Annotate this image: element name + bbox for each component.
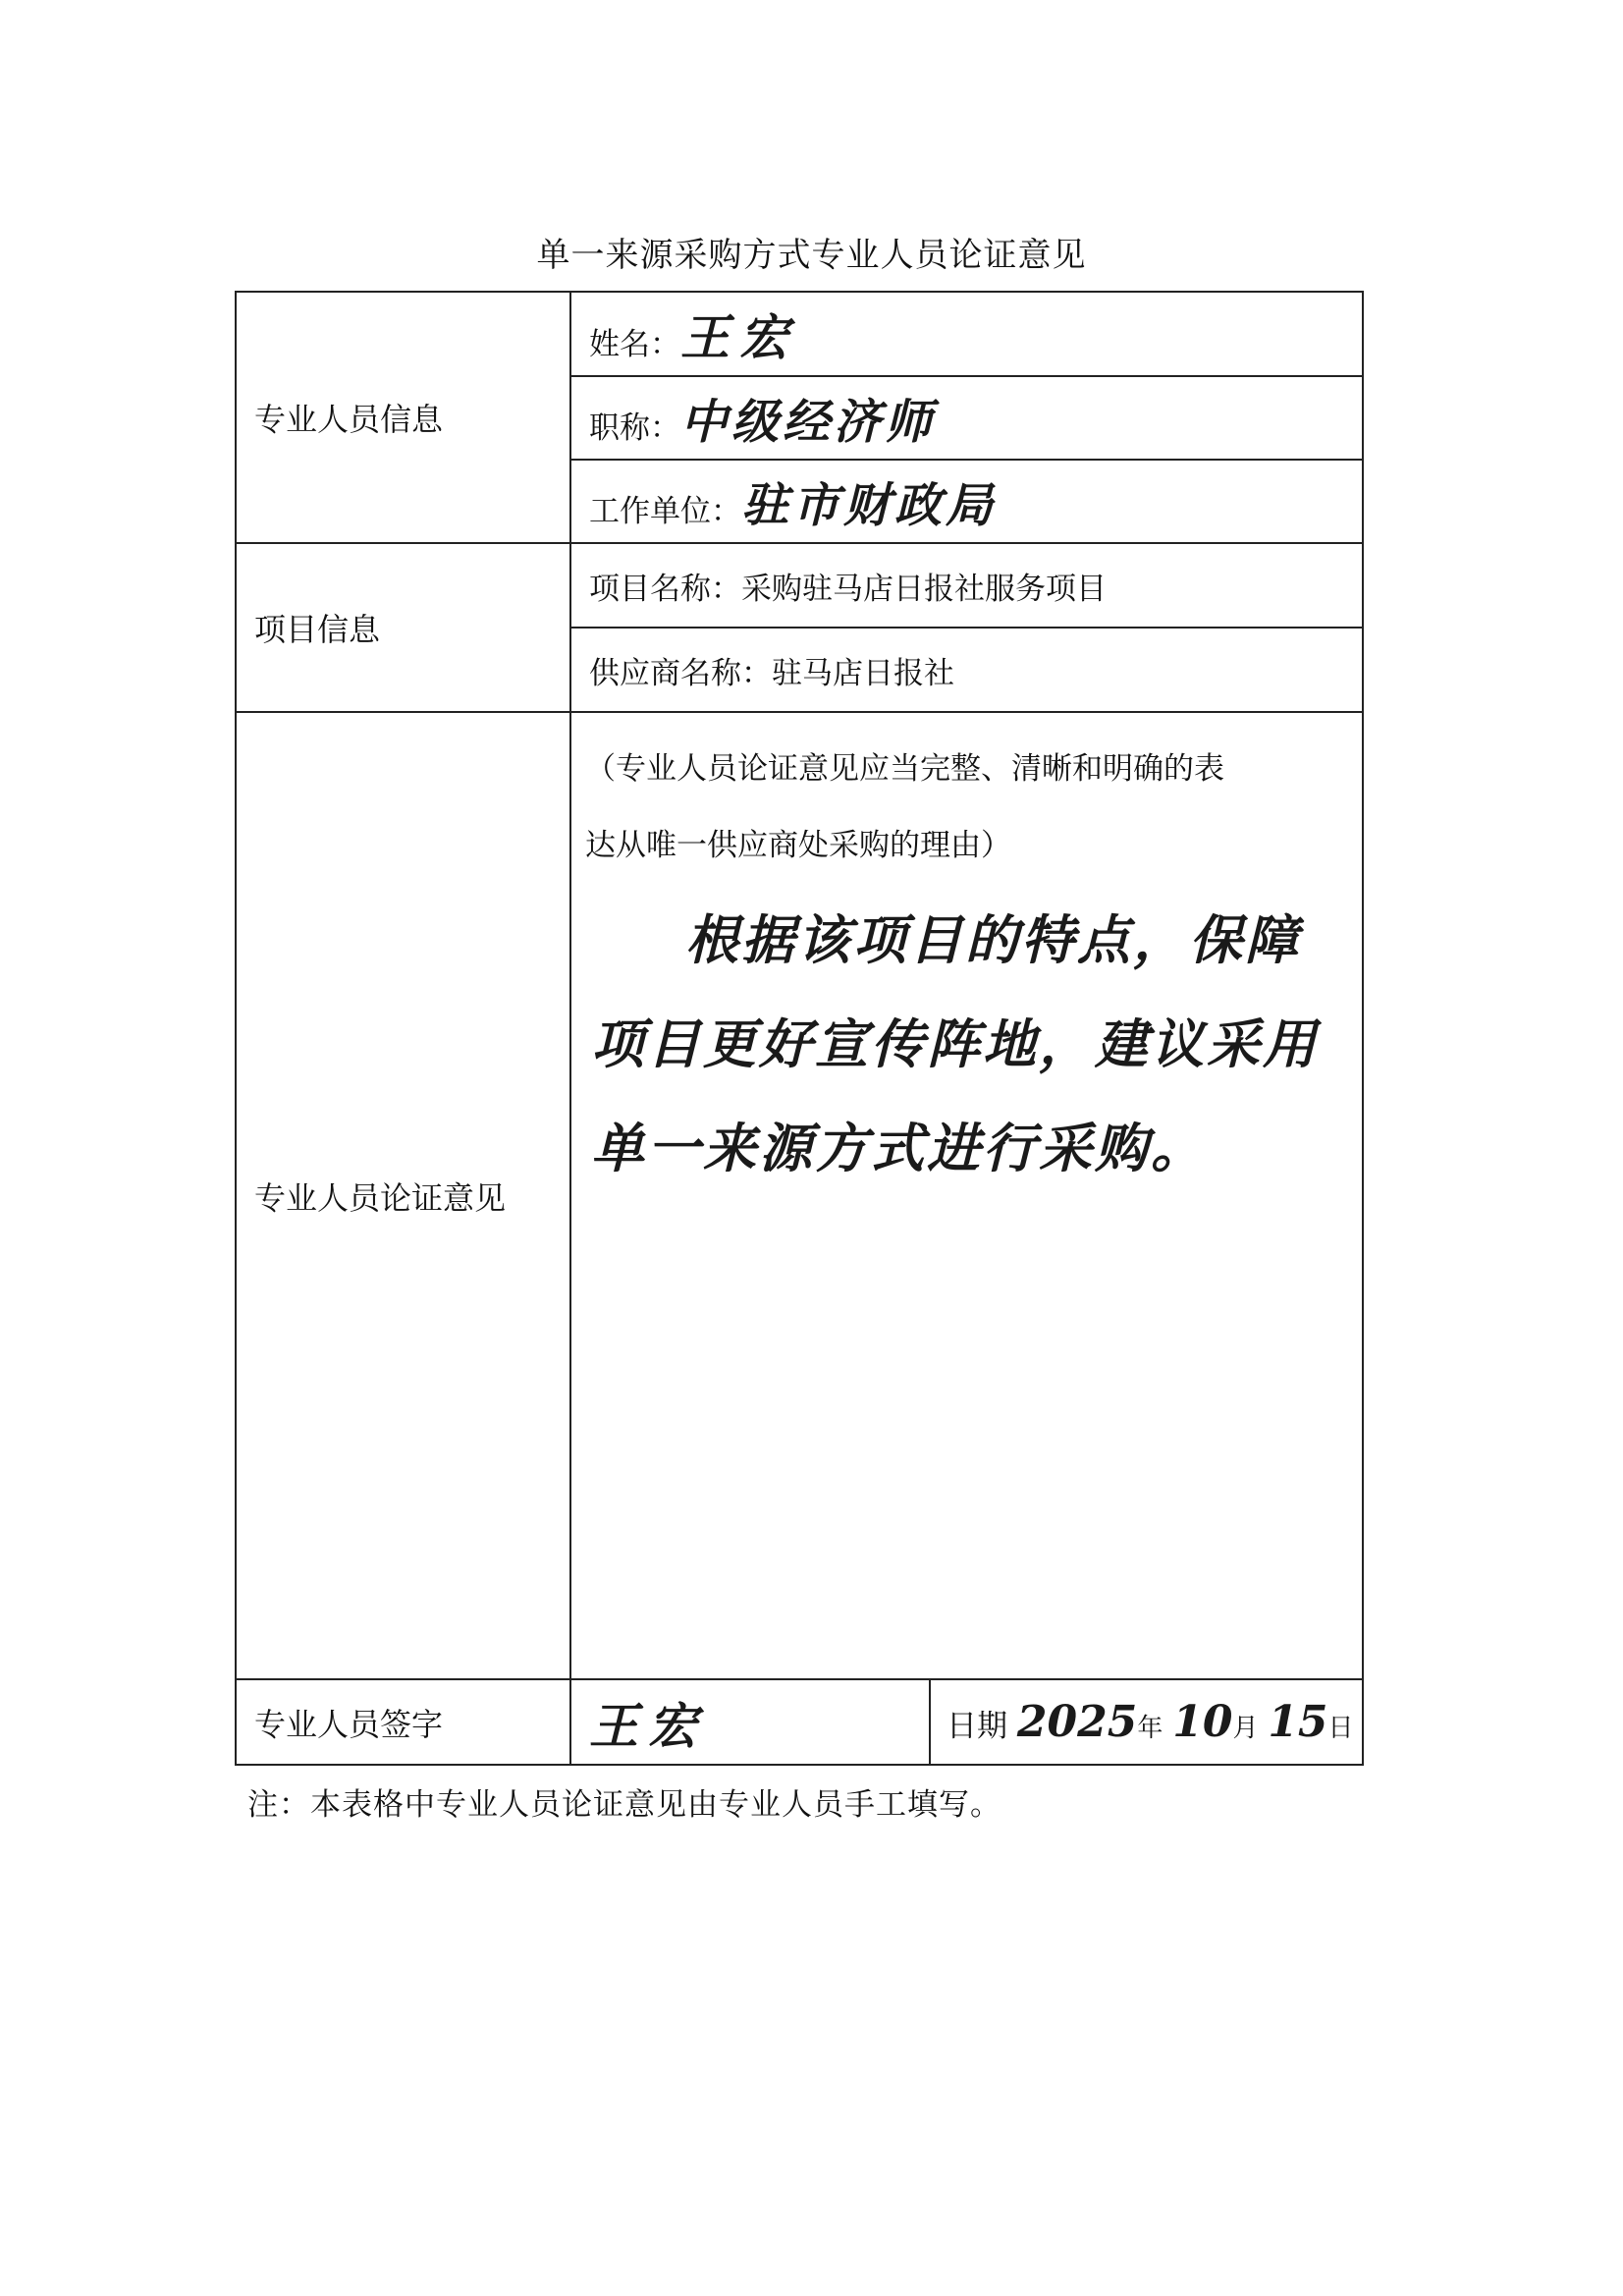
supplier-row: [570, 628, 1363, 712]
document-title: 单一来源采购方式专业人员论证意见: [536, 236, 1087, 275]
signature-label: 专业人员签字: [236, 1679, 570, 1765]
project-name-label: 项目名称：: [589, 571, 741, 607]
supplier-value: 驻马店日报社: [772, 655, 954, 691]
job-title-row: [570, 376, 1363, 460]
job-title-handwritten: 中级经济师: [680, 395, 937, 450]
name-row: [570, 292, 1363, 376]
supplier-label: 供应商名称：: [589, 655, 772, 691]
footnote: 注：本表格中专业人员论证意见由专业人员手工填写。: [247, 1787, 1001, 1823]
opinion-content: [570, 712, 1363, 1679]
project-name-value: 采购驻马店日报社服务项目: [741, 571, 1107, 607]
date-label: 日期: [947, 1709, 1007, 1744]
name-handwritten: 王宏: [680, 308, 798, 366]
signature-cell: [570, 1679, 930, 1765]
handwritten-line-3: 单一来源方式进行采购。: [591, 1117, 1207, 1179]
date-cell: [930, 1679, 1363, 1765]
day-unit: 日: [1327, 1714, 1354, 1743]
date-day: 15: [1268, 1697, 1328, 1747]
date-month: 10: [1172, 1697, 1233, 1747]
handwritten-opinion: [571, 884, 1362, 1200]
project-info-label: 项目信息: [236, 543, 570, 712]
job-title-label: 职称：: [589, 410, 680, 446]
work-unit-handwritten: 驻市财政局: [741, 478, 998, 533]
handwritten-line-1: 根据该项目的特点，保障: [685, 908, 1301, 971]
year-unit: 年: [1137, 1714, 1163, 1743]
personnel-info-label: 专业人员信息: [236, 292, 570, 543]
work-unit-row: [570, 460, 1363, 543]
handwritten-line-2: 项目更好宣传阵地，建议采用: [591, 1012, 1319, 1075]
signature-handwritten: 王宏: [589, 1696, 707, 1755]
opinion-instruction: [571, 713, 1362, 884]
opinion-form-table: [235, 291, 1364, 1766]
instruction-line-1: （专业人员论证意见应当完整、清晰和明确的表: [585, 751, 1224, 787]
name-label: 姓名：: [589, 327, 680, 362]
date-year: 2025: [1016, 1697, 1138, 1747]
opinion-label: 专业人员论证意见: [236, 712, 570, 1679]
work-unit-label: 工作单位：: [589, 494, 741, 529]
project-name-row: [570, 543, 1363, 628]
month-unit: 月: [1232, 1714, 1259, 1743]
instruction-line-2: 达从唯一供应商处采购的理由）: [585, 828, 1011, 863]
